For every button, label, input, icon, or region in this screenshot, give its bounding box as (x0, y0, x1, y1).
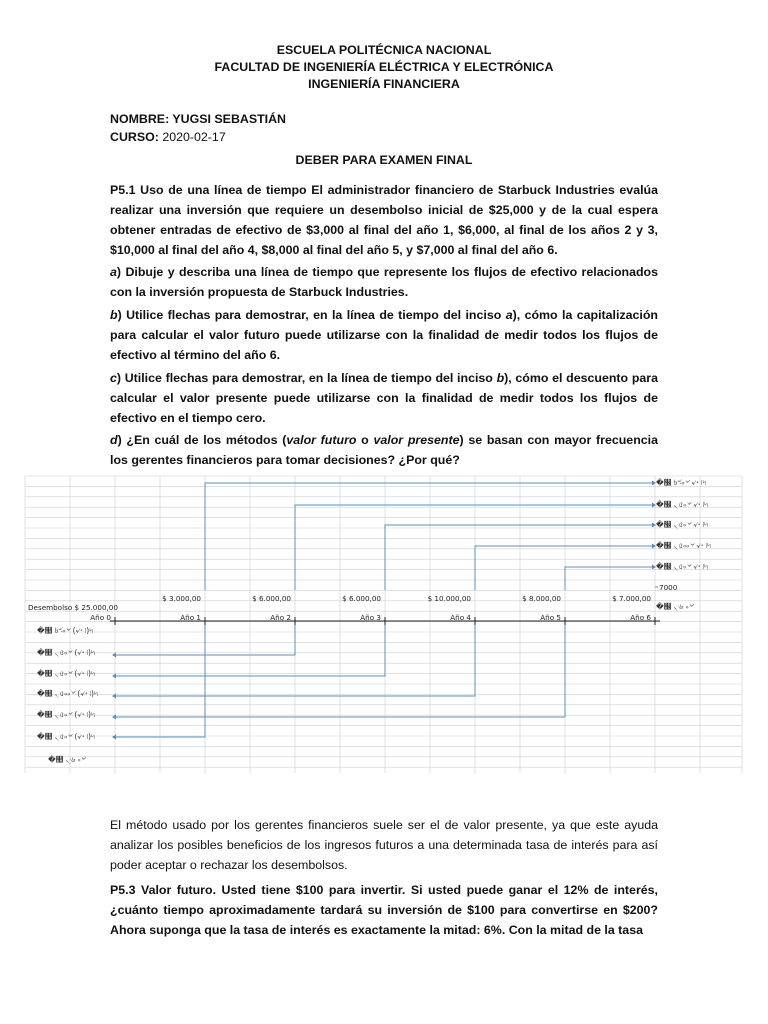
cash-flow-label: $ 6.000,00 (252, 594, 291, 603)
part-d-text-1: ) ¿En cuál de los métodos ( (117, 433, 287, 447)
future-value-connector (205, 483, 652, 590)
course-value: 2020-02-17 (162, 130, 226, 144)
part-d-pv: valor presente (373, 433, 460, 447)
part-d-text-2: ) se basan con mayor frecuencia los gerentes financieros para tomar decisiones? ¿Por qué? (110, 433, 658, 467)
future-value-formula: �஼ ৲৫৹৹৺ ৵৽ ৷৸ (656, 541, 712, 550)
year-label: Año 0 (90, 613, 111, 622)
future-value-connector (475, 546, 652, 590)
cash-flow-label: $ 6.000,00 (342, 594, 381, 603)
future-value-formula: �஼ ৲৫৹৺ ৵৽ ৷৸ (656, 500, 709, 509)
header-faculty: FACULTAD DE INGENIERÍA ELÉCTRICA Y ELECTRÓNICA (214, 60, 554, 74)
part-b-ref: a (505, 308, 513, 322)
problem-5-3: P5.3 Valor futuro. Usted tiene $100 para invertir. Si usted puede ganar el 12% de interés, ¿cuánto tiempo aproximadamente tardará su inversión de $100 para convertirse en $200? Ahora suponga que la tasa de interés es exactamente la mitad: 6%. Con la mitad de la tasa (110, 883, 658, 937)
year-label: Año 2 (270, 613, 291, 622)
present-value-connector (116, 625, 565, 717)
header-school: ESCUELA POLITÉCNICA NACIONAL (276, 43, 492, 57)
future-value-connector (565, 567, 652, 590)
part-b-letter: b (110, 308, 118, 322)
part-c-text-2: ), cómo el descuento para calcular el valor presente puede utilizarse con la finalidad de medir todos los flujos de efectivo en el tiempo cero. (110, 371, 658, 425)
future-value-formula: �஼ ৲৫৹৺ ৵৽ ৷৸ (656, 562, 709, 571)
present-value-formula: �஺ ৲৫৹৺ (৵৽ ৷)৸ (37, 669, 96, 678)
present-value-connector (116, 625, 385, 676)
connector-arrowhead (112, 674, 116, 679)
present-value-formula: �஺ ৳ৼ৹৺ (৵৽ ৷)৸ (37, 626, 94, 635)
part-c-ref: b (496, 371, 505, 385)
answer-paragraph: El método usado por los gerentes financieros suele ser el de valor presente, ya que este ayuda analizar los posibles beneficios de los ingresos futuros a una determinada tasa de interés para así poder aceptar o rechazar los desembolsos. (110, 818, 658, 872)
year6-value-label: 7000 (659, 583, 678, 592)
part-a-letter: a (110, 265, 117, 279)
part-c-text-1: ) Utilice flechas para demostrar, en la línea de tiempo del inciso (116, 371, 497, 385)
present-value-formula: �஺ ৲৬ ৹৺ (48, 755, 86, 764)
header-course-name: INGENIERÍA FINANCIERA (308, 77, 460, 91)
cash-flow-label: $ 8.000,00 (522, 594, 561, 603)
part-a-text: ) Dibuje y describa una línea de tiempo que represente los flujos de efectivo relacionados con la inversión propuesta de Starbuck Industries. (110, 265, 658, 299)
present-value-formula: �஺ ৲৫৹৺ (৵৽ ৷)৸ (37, 710, 96, 719)
future-value-formula: �஼ ৳ৼ৹৺ ৵৽ ৷৸ (656, 478, 707, 487)
year-label: Año 6 (630, 613, 651, 622)
connector-arrowhead (112, 653, 116, 658)
future-value-formula: �஼ ৲৫৹৺ ৵৽ ৷৸ (656, 520, 709, 529)
part-b-text-1: ) Utilice flechas para demostrar, en la línea de tiempo del inciso (117, 308, 506, 322)
cash-flow-label: $ 3.000,00 (162, 594, 201, 603)
present-value-connector (116, 625, 205, 737)
present-value-formula: �஺ ৲৫৹৹৺ (৵৽ ৷)৸ (37, 689, 99, 698)
outlay-label: Desembolso $ 25.000,00 (28, 603, 118, 612)
year-label: Año 5 (540, 613, 561, 622)
problem-5-1-intro: P5.1 Uso de una línea de tiempo El administrador financiero de Starbuck Industries evalúa realizar una inversión que requiere un desembolso inicial de $25,000 y de la cual espera obtener entradas de efectivo de $3,000 al final del año 1, $6,000, al final de los años 2 y 3, $10,000 al final del año 4, $8,000 al final del año 5, y $7,000 al final del año 6. (110, 183, 658, 257)
part-d-or: o (356, 433, 374, 447)
connector-arrowhead (112, 735, 116, 740)
course-label: CURSO: (110, 130, 159, 144)
year-label: Año 4 (450, 613, 471, 622)
student-name: NOMBRE: YUGSI SEBASTIÁN (110, 112, 287, 126)
document-title: DEBER PARA EXAMEN FINAL (295, 153, 473, 167)
part-c-letter: c (110, 371, 117, 385)
part-d-letter: d (110, 433, 118, 447)
spreadsheet-grid (25, 476, 742, 773)
part-d-fv: valor futuro (286, 433, 357, 447)
cash-flow-label: $ 10.000,00 (427, 594, 471, 603)
cash-flow-label: $ 7.000,00 (612, 594, 651, 603)
present-value-formula: �஺ ৲৫৹৺ (৵৽ ৷)৸ (37, 648, 96, 657)
present-value-formula: �஺ ৲৫৹৺ (৵৽ ৷)৸ (37, 732, 96, 741)
part-b-text-2: ), cómo la capitalización para calcular el valor futuro puede utilizarse con la finalidad de medir todos los flujos de efectivo al término del año 6. (110, 308, 659, 362)
future-value-formula: �஼ ৲৬ ৹৺ (656, 602, 694, 611)
year-label: Año 3 (360, 613, 381, 622)
year-label: Año 1 (180, 613, 201, 622)
